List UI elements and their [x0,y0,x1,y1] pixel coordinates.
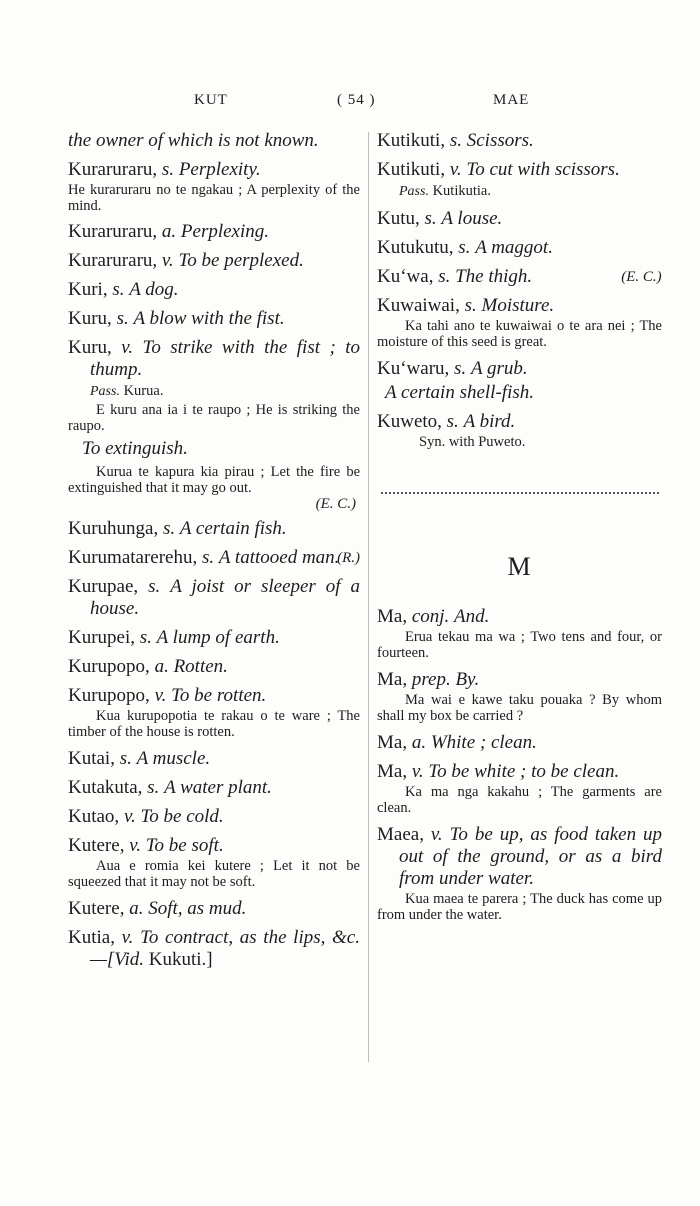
passive-word: Kutikutia. [432,183,491,199]
definition: To be white ; to be clean. [428,761,620,782]
part-of-speech: s. [139,627,152,648]
headword: Kurupopo, [68,685,150,706]
headword: Kuri, [68,279,108,300]
part-of-speech: conj. [411,606,450,627]
headword: Kutikuti, [377,159,446,180]
part-of-speech: prep. [411,669,451,690]
definition: A dog. [129,279,179,300]
headword: Kuru, [68,308,112,329]
part-of-speech: s. [112,279,125,300]
headword: Kutu, [377,208,420,229]
definition: To be cold. [140,806,224,827]
dictionary-entry [377,130,662,152]
page-number: ( 54 ) [337,92,376,108]
headword: Kutao, [68,806,120,827]
definition: And. [454,606,490,627]
definition: A muscle. [136,748,211,769]
dictionary-entry [68,627,360,649]
example-sentence: E kuru ana ia i te raupo ; He is striking the raupo. [68,402,360,434]
passive-label: Pass. [399,184,429,199]
headword: Kuru, [68,337,112,358]
dictionary-entry [68,279,360,301]
part-of-speech: v. [449,159,462,180]
definition: A tattooed man. [218,547,340,568]
secondary-definition: To extinguish. [82,438,188,459]
definition: To cut with scissors. [466,159,620,180]
definition: A bird. [463,411,516,432]
part-of-speech: v. [430,824,443,845]
headword: Ma, [377,732,408,753]
part-of-speech: v. [123,806,136,827]
header-right-guideword: MAE [493,92,530,108]
part-of-speech: s. [438,266,451,287]
dictionary-entry [68,159,360,214]
example-sentence: Kurua te kapura kia pirau ; Let the fire be extinguished that it may go out. [68,464,360,496]
example-sentence: Ma wai e kawe taku pouaka ? By whom shall my box be carried ? [377,692,662,724]
right-column [377,130,662,927]
headword: Kuweto, [377,411,442,432]
definition: Rotten. [173,656,228,677]
headword: Kuraruraru, [68,221,158,242]
definition: A lump of earth. [156,627,280,648]
dictionary-entry [68,308,360,330]
part-of-speech: s. [147,777,160,798]
source-citation: (E. C.) [315,496,356,512]
dictionary-entry [377,411,662,433]
headword: Kurupei, [68,627,136,648]
dictionary-entry [377,237,662,259]
dictionary-entry [68,518,360,540]
definition: Soft, as mud. [148,898,247,919]
part-of-speech: s. [148,576,161,597]
dictionary-entry [68,806,360,828]
definition: A blow with the fist. [133,308,285,329]
headword: Maea, [377,824,424,845]
part-of-speech: a. [161,221,177,242]
part-of-speech: v. [121,927,134,948]
headword: Kuwaiwai, [377,295,460,316]
definition: To be perplexed. [178,250,304,271]
dictionary-entry [68,547,360,569]
headword: Kurupopo, [68,656,150,677]
dictionary-entry [68,221,360,243]
dictionary-entry [377,669,662,691]
column-divider [368,132,369,1062]
definition: Perplexing. [180,221,270,242]
part-of-speech: s. [424,208,437,229]
part-of-speech: v. [154,685,167,706]
headword: Kutai, [68,748,115,769]
cross-reference: Kukuti.] [148,949,213,970]
definition: To be soft. [145,835,224,856]
dictionary-entry [68,337,360,381]
part-of-speech: s. [446,411,459,432]
part-of-speech: a. [129,898,144,919]
dictionary-entry [377,732,662,754]
headword: Kutukutu, [377,237,454,258]
part-of-speech: v. [411,761,424,782]
definition: A grub. [470,358,528,379]
part-of-speech: s. [119,748,132,769]
example-sentence: He kuraruraru no te ngakau ; A perplexity of the mind. [68,182,360,214]
part-of-speech: s. [162,518,176,539]
definition: Scissors. [466,130,534,151]
part-of-speech: s. [464,295,477,316]
headword: Kuruhunga, [68,518,159,539]
entry-continuation: the owner of which is not known. [68,130,319,151]
dictionary-entry [68,250,360,272]
part-of-speech: s. [161,159,175,180]
part-of-speech: v. [161,250,174,271]
definition: By. [455,669,480,690]
headword: Kurumatarerehu, [68,547,198,568]
dictionary-entry [68,685,360,707]
passive-label: Pass. [90,384,120,399]
definition: White ; clean. [430,732,537,753]
part-of-speech: s. [202,547,215,568]
definition: To be up, as food taken up out of the ground, or as a bird from under water. [399,824,663,889]
example-sentence: Ka tahi ano te kuwaiwai o te ara nei ; The moisture of this seed is great. [377,318,662,350]
example-sentence: Erua tekau ma wa ; Two tens and four, or fourteen. [377,629,662,661]
example-sentence: Kua kurupopotia te rakau o te ware ; The timber of the house is rotten. [68,708,360,740]
headword: Kutere, [68,835,125,856]
headword: Kuraruraru, [68,159,158,180]
source-citation: (R.) [337,550,360,566]
dictionary-entry [377,266,662,288]
section-separator [381,492,659,494]
part-of-speech: v. [121,337,134,358]
secondary-definition: A certain shell-fish. [385,382,534,403]
headword: Kutia, [68,927,115,948]
definition: A certain fish. [179,518,287,539]
definition: A maggot. [475,237,553,258]
part-of-speech: s. [454,358,467,379]
dictionary-entry [377,761,662,783]
part-of-speech: a. [411,732,427,753]
part-of-speech: a. [154,656,169,677]
headword: Kutikuti, [377,130,446,151]
synonym-note: Syn. with Puweto. [419,434,526,450]
definition: Moisture. [481,295,555,316]
definition: To be rotten. [171,685,267,706]
definition: Perplexity. [178,159,261,180]
dictionary-entry [377,295,662,317]
part-of-speech: v. [129,835,141,856]
definition: A louse. [441,208,503,229]
dictionary-entry [68,835,360,857]
definition: The thigh. [455,266,533,287]
headword: Ku‘waru, [377,358,450,379]
source-line [68,496,360,512]
definition: A joist or sleeper of a house. [90,576,360,619]
dictionary-entry [68,927,360,971]
part-of-speech: s. [116,308,129,329]
headword: Kuraruraru, [68,250,158,271]
definition: A water plant. [164,777,272,798]
headword: Kutere, [68,898,125,919]
definition: To contract, as the lips, &c.—[Vid. [90,927,360,970]
headword: Ma, [377,761,408,782]
dictionary-entry [68,656,360,678]
dictionary-entry [68,576,360,620]
left-column [68,130,360,978]
running-header [0,92,700,112]
example-sentence: Ka ma nga kakahu ; The garments are clean. [377,784,662,816]
headword: Kurupae, [68,576,139,597]
headword: Ma, [377,669,408,690]
section-letter: M [507,552,532,581]
dictionary-entry [68,748,360,770]
passive-form [90,383,360,400]
source-citation: (E. C.) [621,269,662,285]
part-of-speech: s. [449,130,462,151]
part-of-speech: s. [458,237,471,258]
definition: To strike with the fist ; to thump. [90,337,360,380]
passive-word: Kurua. [123,383,164,399]
dictionary-entry [68,898,360,920]
dictionary-entry [377,824,662,890]
headword: Ma, [377,606,408,627]
headword: Kutakuta, [68,777,143,798]
dictionary-entry [377,358,662,380]
header-left-guideword: KUT [194,92,228,108]
dictionary-entry [68,777,360,799]
dictionary-entry [377,208,662,230]
example-sentence: Aua e romia kei kutere ; Let it not be squeezed that it may not be soft. [68,858,360,890]
headword: Ku‘wa, [377,266,434,287]
passive-form [399,183,662,200]
dictionary-entry [377,159,662,181]
example-sentence: Kua maea te parera ; The duck has come up from under the water. [377,891,662,923]
dictionary-entry [377,606,662,628]
